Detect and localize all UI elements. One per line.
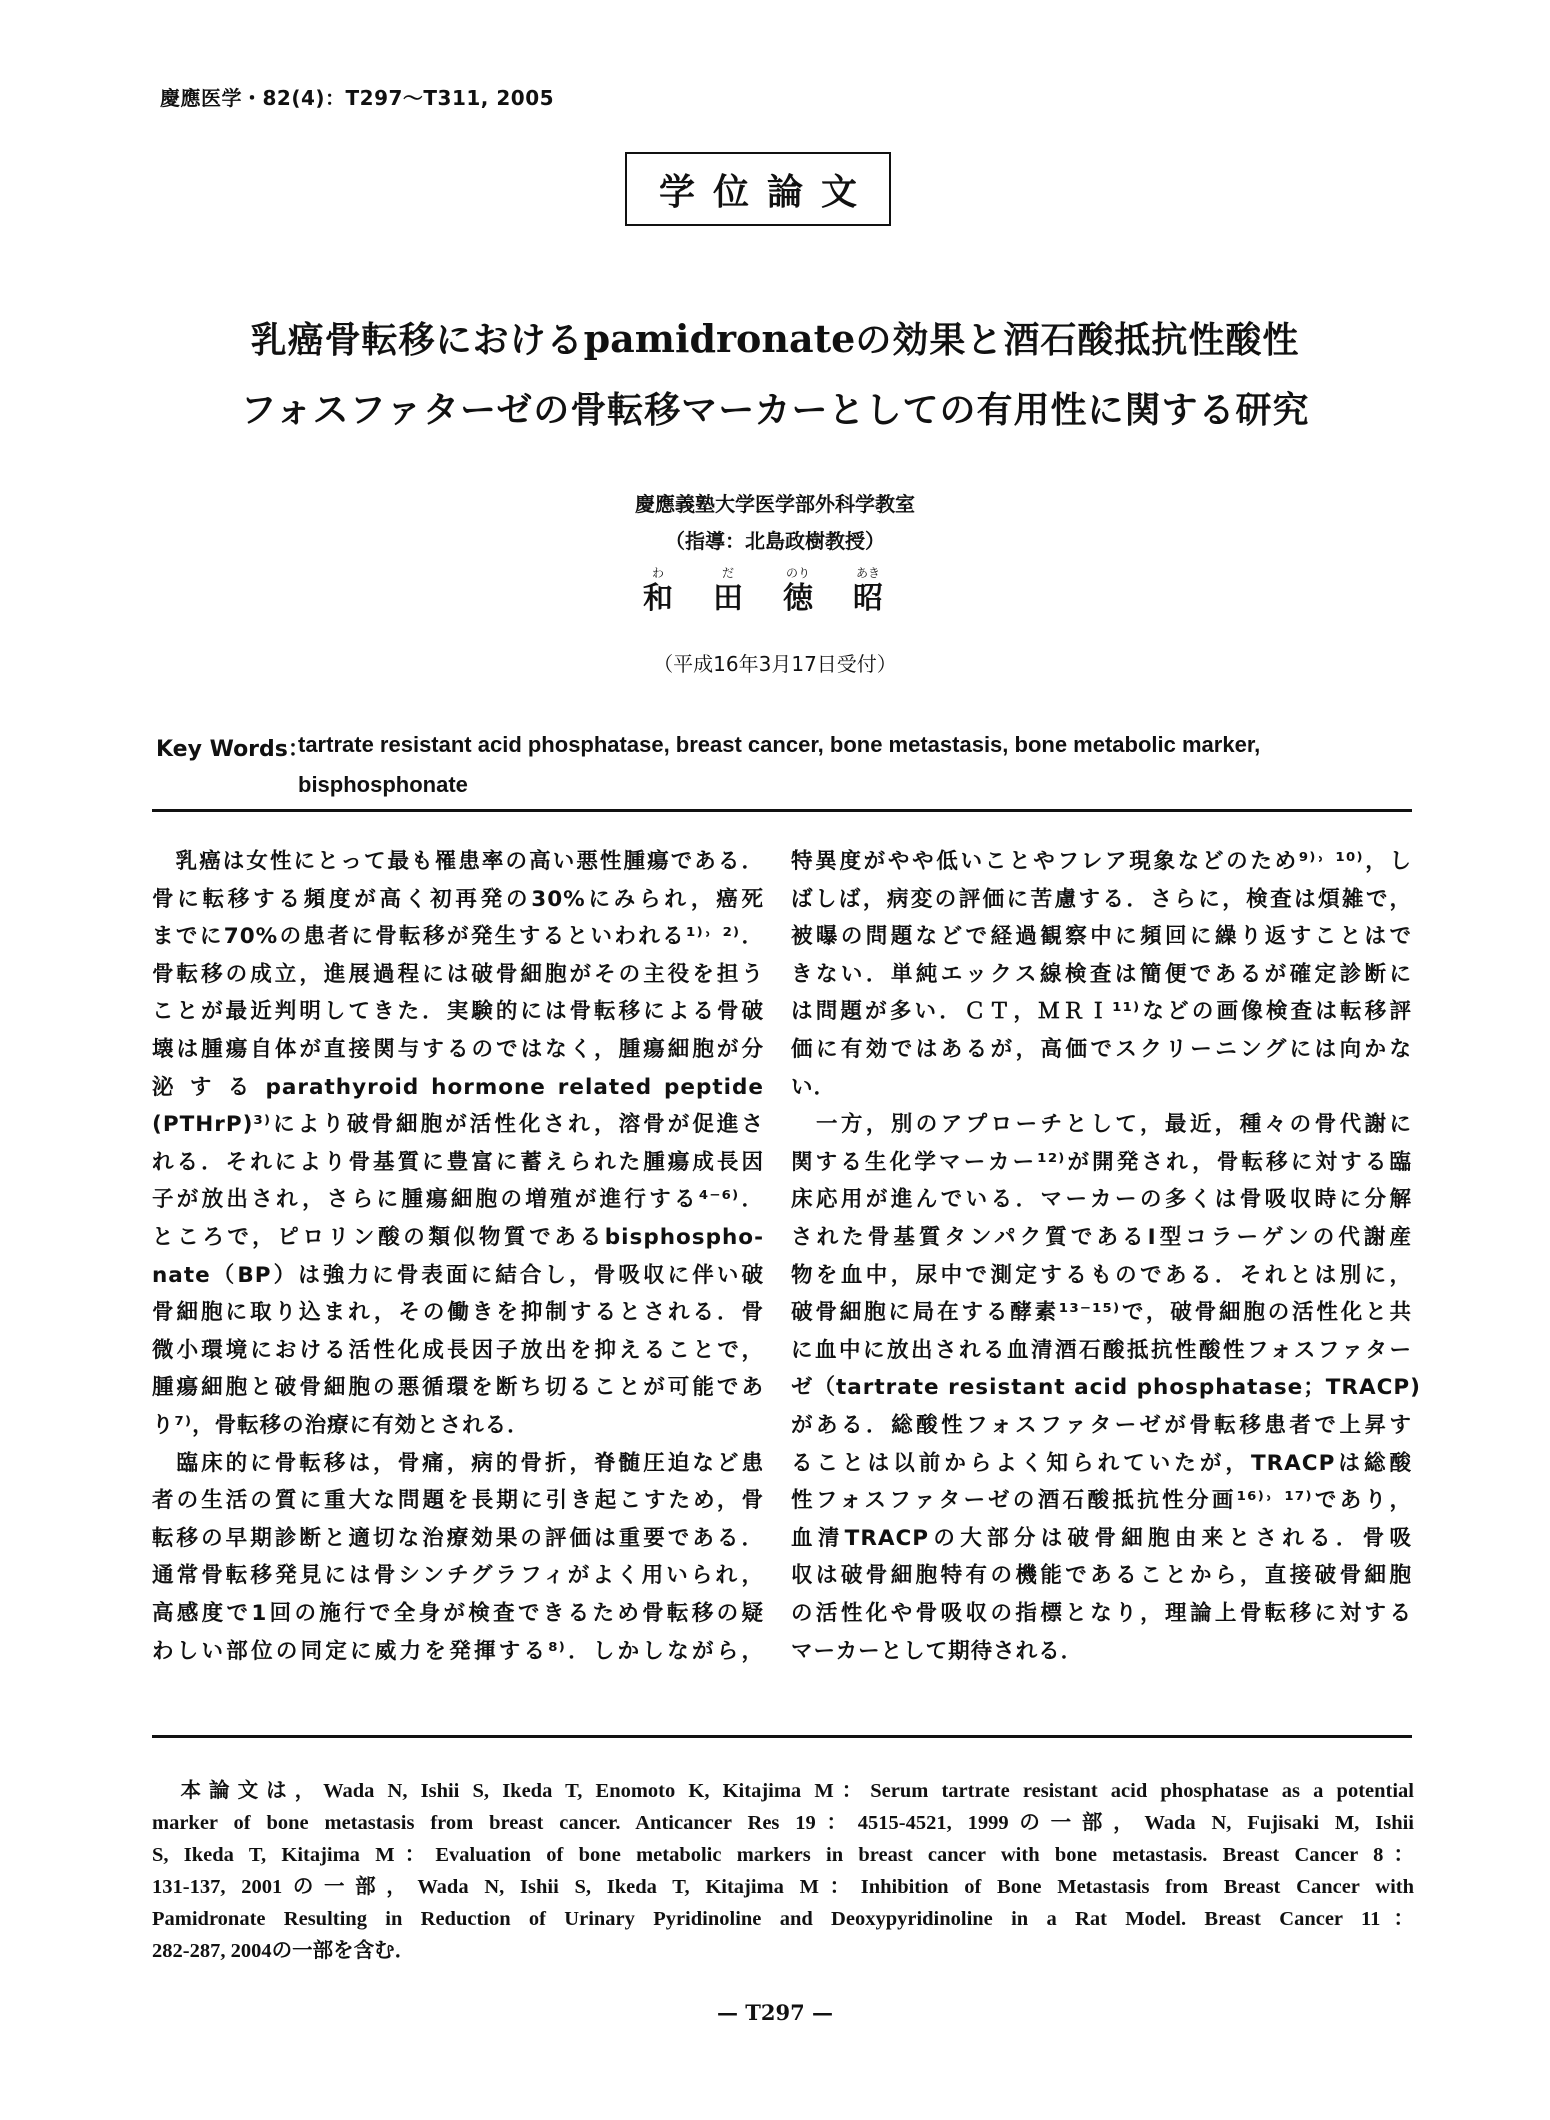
keywords-line-1: tartrate resistant acid phosphatase, breast cancer, bone metastasis, bone metabolic marker, [298,732,1261,757]
author-kanji: 徳 [783,581,813,616]
author-kanji: 田 [713,581,743,616]
body-text-line: 破骨細胞に局在する酵素¹³⁻¹⁵⁾で，破骨細胞の活性化と共 [791,1300,1412,1326]
title-line-1-latin: pamidronate [583,316,856,361]
body-text-line: ことが最近判明してきた．実験的には骨転移による骨破 [152,999,764,1025]
body-text-line: 一方，別のアプローチとして，最近，種々の骨代謝に [791,1112,1412,1138]
author-char [643,565,673,617]
title-line-2: フォスファターゼの骨転移マーカーとしての有用性に関する研究 [240,390,1310,431]
body-text-line: 泌 す る parathyroid hormone related peptide [152,1074,764,1100]
keywords-label: Key Words： [156,737,310,762]
body-text-line: ゼ（tartrate resistant acid phosphatase；TRACP) [791,1375,1421,1401]
footnote-line: 本論文は，Wada N, Ishii S, Ikeda T, Enomoto K, Kitajima M：Serum tartrate resistant acid phosphatase as a potential [152,1780,1414,1802]
body-text-line: (PTHrP)³⁾により破骨細胞が活性化され，溶骨が促進さ [152,1112,764,1138]
body-text-line: までに70%の患者に骨転移が発生するといわれる¹⁾˒ ²⁾． [152,924,764,950]
body-text-line: に血中に放出される血清酒石酸抵抗性酸性フォスファター [791,1337,1412,1363]
footnote-line: marker of bone metastasis from breast cancer. Anticancer Res 19：4515-4521, 1999の一部，Wada N, Fujisaki M, Ishii [152,1812,1414,1834]
body-text-line: マーカーとして期待される． [791,1638,1084,1664]
title-line-1-post: の効果と酒石酸抵抗性酸性 [855,320,1300,361]
author-char [853,565,883,617]
body-text-line: 臨床的に骨転移は，骨痛，病的骨折，脊髄圧迫など患 [152,1450,764,1476]
body-text-line: 物を血中，尿中で測定するものである．それとは別に， [791,1262,1412,1288]
body-text-line: 微小環境における活性化成長因子放出を抑えることで， [152,1337,764,1363]
received-date: （平成16年3月17日受付） [653,652,897,676]
body-text-line: れる．それにより骨基質に豊富に蓄えられた腫瘍成長因 [152,1149,764,1175]
advisor: （指導：北島政樹教授） [665,529,885,553]
body-text-line: 特異度がやや低いことやフレア現象などのため⁹⁾˒ ¹⁰⁾，し [791,849,1412,874]
body-text-line: 被曝の問題などで経過観察中に頻回に繰り返すことはで [791,924,1412,950]
body-text-line: い． [791,1074,837,1100]
footnote-line: 131-137, 2001の一部，Wada N, Ishii S, Ikeda T, Kitajima M：Inhibition of Bone Metastasis from Breast Cancer with [152,1876,1414,1898]
author-ruby: あき [855,566,880,580]
author-ruby: だ [721,566,734,580]
journal-citation: 慶應医学・82(4)：T297〜T311, 2005 [160,86,555,110]
body-text-line: ることは以前からよく知られていたが，TRACPは総酸 [791,1450,1412,1476]
body-text-line: は問題が多い．ＣＴ，ＭＲＩ¹¹⁾などの画像検査は転移評 [791,999,1412,1025]
body-text-line: 骨に転移する頻度が高く初再発の30%にみられ，癌死 [152,886,764,912]
body-text-line: 床応用が進んでいる．マーカーの多くは骨吸収時に分解 [791,1187,1412,1213]
body-text-line: がある．総酸性フォスファターゼが骨転移患者で上昇す [791,1413,1412,1438]
body-text-line: nate（BP）は強力に骨表面に結合し，骨吸収に伴い破 [152,1262,764,1288]
body-text-line: ばしば，病変の評価に苦慮する．さらに，検査は煩雑で， [791,886,1412,912]
body-text-line: ところで，ピロリン酸の類似物質であるbisphospho- [152,1225,764,1250]
body-text-line: 壊は腫瘍自体が直接関与するのではなく，腫瘍細胞が分 [152,1037,764,1062]
author-char [783,565,813,617]
body-text-line: 収は破骨細胞特有の機能であることから，直接破骨細胞 [791,1563,1412,1589]
author-kanji: 和 [643,581,673,616]
body-text-line: 価に有効ではあるが，高価でスクリーニングには向かな [791,1037,1412,1062]
body-text-line: 乳癌は女性にとって最も罹患率の高い悪性腫瘍である． [152,849,764,874]
body-text-line: 高感度で1回の施行で全身が検査できるため骨転移の疑 [152,1601,764,1626]
author-ruby: のり [785,566,810,580]
body-text-line: の活性化や骨吸収の指標となり，理論上骨転移に対する [791,1601,1412,1626]
author-char [713,565,743,617]
footnote-line: S, Ikeda T, Kitajima M：Evaluation of bone metabolic markers in breast cancer with bone metastasis. Breast Cancer 8： [152,1844,1414,1866]
title-line-1-pre: 乳癌骨転移における [250,320,584,361]
body-text-line: 関する生化学マーカー¹²⁾が開発され，骨転移に対する臨 [791,1149,1412,1175]
footnote-line: Pamidronate Resulting in Reduction of Urinary Pyridinoline and Deoxypyridinoline in a Rat Model. Breast Cancer 11： [152,1908,1414,1930]
author-ruby: わ [651,566,664,580]
page-number: — T297 — [716,2000,834,2025]
keywords-divider [152,809,1412,812]
body-text-line: 転移の早期診断と適切な治療効果の評価は重要である． [152,1525,764,1551]
article-type-box [625,152,891,226]
keywords-line-2: bisphosphonate [298,772,468,797]
body-text-line: きない．単純エックス線検査は簡便であるが確定診断に [791,961,1412,987]
body-text-line: 骨転移の成立，進展過程には破骨細胞がその主役を担う [152,961,764,987]
body-text-line: 腫瘍細胞と破骨細胞の悪循環を断ち切ることが可能であ [152,1375,764,1401]
article-type-label: 学位論文 [658,171,875,213]
author-kanji: 昭 [853,581,883,616]
body-text-line: された骨基質タンパク質であるI型コラーゲンの代謝産 [791,1225,1412,1250]
body-text-line: 骨細胞に取り込まれ，その働きを抑制するとされる．骨 [152,1300,764,1326]
body-text-line: 性フォスファターゼの酒石酸抵抗性分画¹⁶⁾˒ ¹⁷⁾であり， [791,1488,1412,1514]
body-text-line: 通常骨転移発見には骨シンチグラフィがよく用いられ， [152,1563,764,1589]
body-text-line: わしい部位の同定に威力を発揮する⁸⁾．しかしながら， [152,1638,764,1664]
affiliation: 慶應義塾大学医学部外科学教室 [635,492,915,516]
body-text-line: 者の生活の質に重大な問題を長期に引き起こすため，骨 [152,1488,764,1514]
footnote-line: 282-287, 2004の一部を含む． [152,1940,416,1962]
author-name [0,565,1538,617]
body-text-line: り⁷⁾，骨転移の治療に有効とされる． [152,1413,530,1438]
title-line-1 [0,312,1550,363]
body-text-line: 血清TRACPの大部分は破骨細胞由来とされる．骨吸 [791,1525,1412,1551]
body-text-line: 子が放出され，さらに腫瘍細胞の増殖が進行する⁴⁻⁶⁾． [152,1187,764,1213]
footnote-divider [152,1735,1412,1738]
